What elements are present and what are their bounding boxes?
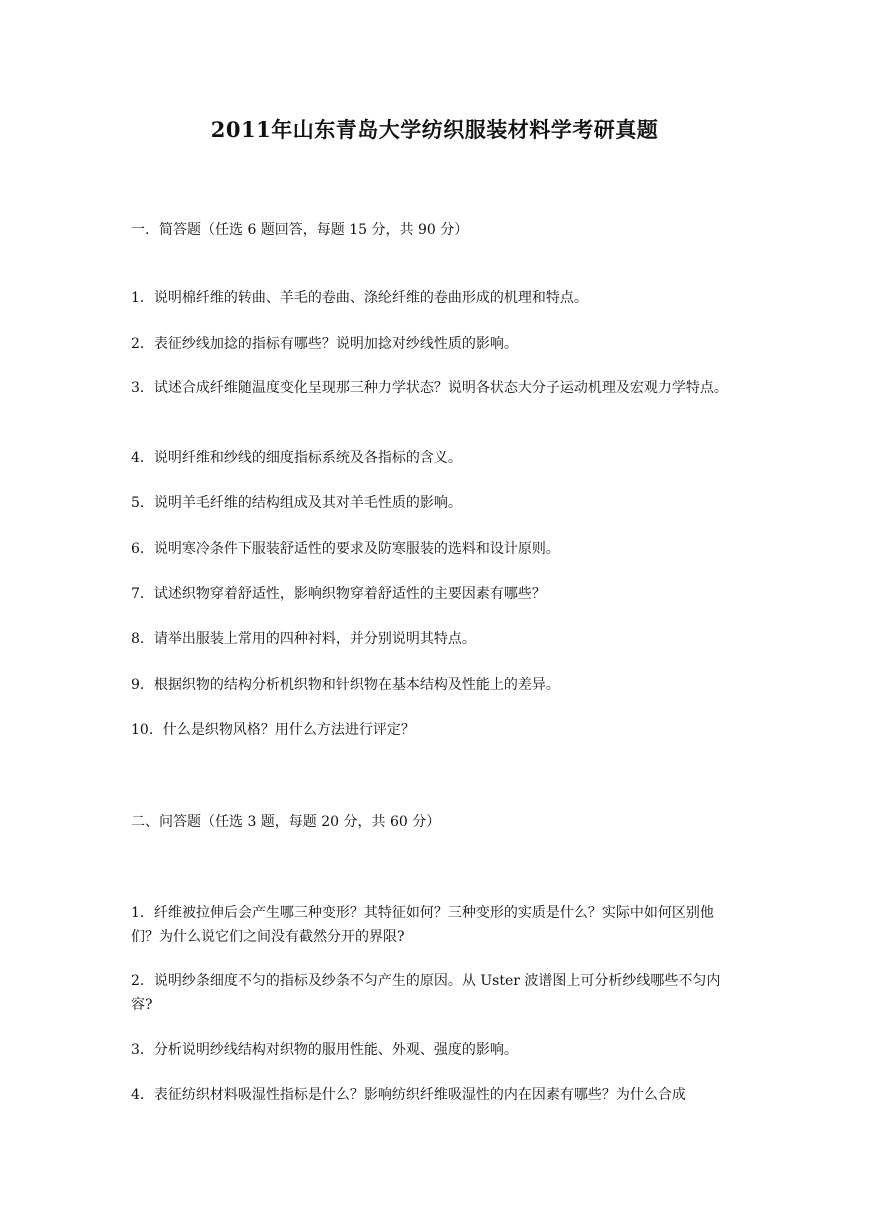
section1-question-4: 4．说明纤维和纱线的细度指标系统及各指标的含义。 bbox=[131, 450, 462, 466]
section2-question-4: 4．表征纺织材料吸湿性指标是什么？影响纺织纤维吸湿性的内在因素有哪些？为什么合成 bbox=[131, 1087, 686, 1103]
section1-heading: 一．简答题（任选 6 题回答，每题 15 分，共 90 分） bbox=[131, 222, 469, 238]
section1-question-3: 3．试述合成纤维随温度变化呈现那三种力学状态？说明各状态大分子运动机理及宏观力学特点。 bbox=[131, 380, 728, 396]
section1-question-2: 2．表征纱线加捻的指标有哪些？说明加捻对纱线性质的影响。 bbox=[131, 336, 518, 352]
section1-question-5: 5．说明羊毛纤维的结构组成及其对羊毛性质的影响。 bbox=[131, 495, 462, 511]
section1-question-1: 1．说明棉纤维的转曲、羊毛的卷曲、涤纶纤维的卷曲形成的机理和特点。 bbox=[131, 290, 588, 306]
section2-question-1: 1．纤维被拉伸后会产生哪三种变形？其特征如何？三种变形的实质是什么？实际中如何区别他们？为什么说它们之间没有截然分开的界限? bbox=[131, 905, 714, 945]
document-title: 2011年山东青岛大学纺织服装材料学考研真题 bbox=[210, 117, 659, 142]
section1-question-6: 6．说明寒冷条件下服装舒适性的要求及防寒服装的选料和设计原则。 bbox=[131, 541, 560, 557]
section1-question-7: 7．试述织物穿着舒适性，影响织物穿着舒适性的主要因素有哪些？ bbox=[131, 586, 546, 602]
section1-question-9: 9．根据织物的结构分析机织物和针织物在基本结构及性能上的差异。 bbox=[131, 677, 560, 693]
section2-question-3: 3．分析说明纱线结构对织物的服用性能、外观、强度的影响。 bbox=[131, 1042, 518, 1058]
section1-question-8: 8．请举出服装上常用的四种衬料，并分别说明其特点。 bbox=[131, 631, 476, 647]
section2-question-2: 2．说明纱条细度不匀的指标及纱条不匀产生的原因。从 Uster 波谱图上可分析纱线哪些不匀内容? bbox=[131, 973, 721, 1013]
section1-question-10: 10．什么是织物风格？用什么方法进行评定？ bbox=[131, 722, 415, 738]
section2-heading: 二、问答题（任选 3 题，每题 20 分，共 60 分） bbox=[131, 814, 441, 830]
